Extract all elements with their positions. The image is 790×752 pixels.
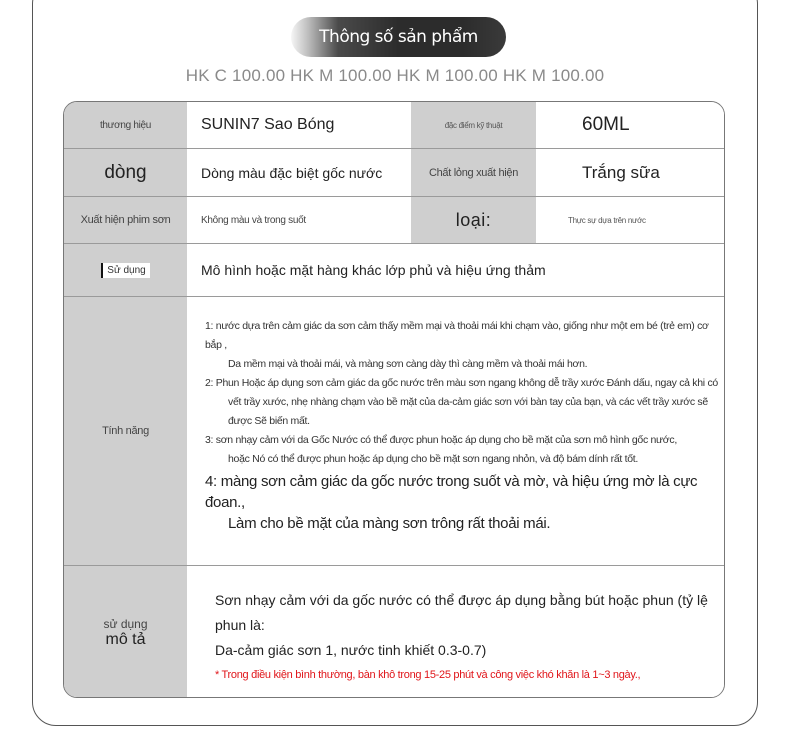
features-list <box>205 317 725 534</box>
usage-line: Da-cảm giác sơn 1, nước tinh khiết 0.3-0.7) <box>215 642 487 658</box>
line-value-cell <box>187 149 411 196</box>
liquid-value: Trắng sữa <box>582 162 660 182</box>
features-content-cell <box>187 297 725 565</box>
feature-line: 2: Phun Hoặc áp dụng sơn cảm giác da gốc nước trên màu sơn ngang không dễ trầy xước Đánh dấu, ngay cả khi có <box>205 377 718 389</box>
features-label-cell <box>64 297 187 565</box>
film-label: Xuất hiện phim sơn <box>80 214 171 226</box>
feature-line: 3: sơn nhạy cảm với da Gốc Nước có thể được phun hoặc áp dụng cho bề mặt của sơn mô hình gốc nước, <box>205 434 677 446</box>
brand-label-cell <box>64 102 187 148</box>
line-label-cell <box>64 149 187 196</box>
size-options-text: HK C 100.00 HK M 100.00 HK M 100.00 HK M 100.00 <box>185 66 605 85</box>
type-label: loại: <box>455 209 492 230</box>
film-label-cell <box>64 197 187 243</box>
feature-line: 4: màng sơn cảm giác da gốc nước trong suốt và mờ, và hiệu ứng mờ là cực đoan., <box>205 473 698 511</box>
use-value-cell <box>187 244 725 296</box>
type-label-cell <box>411 197 536 243</box>
use-label-cell <box>64 244 187 296</box>
usage-label-line1: sử dụng <box>103 616 148 631</box>
type-value-cell <box>536 197 725 243</box>
usage-label-cell <box>64 566 187 698</box>
features-label: Tính năng <box>102 425 149 437</box>
feature-line: Da mềm mại và thoải mái, và màng sơn càng dày thì càng mềm và thoải mái hơn. <box>228 358 588 370</box>
use-value: Mô hình hoặc mặt hàng khác lớp phủ và hiệu ứng thảm <box>201 262 546 278</box>
usage-text <box>215 588 725 687</box>
usage-line: Sơn nhạy cảm với da gốc nước có thể được áp dụng bằng bút hoặc phun (tỷ lệ phun là: <box>215 592 708 633</box>
feature-value-cell <box>536 102 725 148</box>
feature-line: Làm cho bề mặt của màng sơn trông rất thoải mái. <box>228 515 551 532</box>
feature-value: 60ML <box>582 114 630 135</box>
film-value-cell <box>187 197 411 243</box>
liquid-label: Chất lỏng xuất hiện <box>428 166 519 179</box>
usage-label-line2: mô tả <box>105 630 146 648</box>
type-value: Thực sự dựa trên nước <box>568 215 646 225</box>
line-label: dòng <box>104 161 147 183</box>
use-label: Sử dụng <box>101 263 149 278</box>
feature-line: được Sẽ biến mất. <box>228 415 310 427</box>
liquid-value-cell <box>536 149 725 196</box>
brand-value-cell <box>187 102 411 148</box>
brand-value: SUNIN7 Sao Bóng <box>201 116 335 133</box>
feature-item <box>205 374 725 431</box>
feature-line: hoặc Nó có thể được phun hoặc áp dụng cho bề mặt sơn ngang nhỏn, và độ bám dính rất tốt. <box>228 453 639 465</box>
feature-item <box>205 471 725 534</box>
feature-line: 1: nước dựa trên cảm giác da sơn cảm thấy mềm mại và thoải mái khi chạm vào, giống như một em bé (trẻ em) cơ bắp , <box>205 320 709 351</box>
line-value: Dòng màu đặc biệt gốc nước <box>201 164 383 181</box>
feature-label: đặc điểm kỹ thuật <box>444 120 503 130</box>
feature-item <box>205 431 725 469</box>
usage-note: * Trong điều kiện bình thường, bàn khô trong 15-25 phút và công việc khó khăn là 1~3 ngày., <box>215 669 641 681</box>
spec-table <box>63 101 725 698</box>
feature-line: vết trầy xước, nhẹ nhàng chạm vào bề mặt của da-cảm giác sơn với bàn tay của bạn, và các vết trầy xước sẽ <box>228 396 708 408</box>
feature-item <box>205 317 725 374</box>
film-value: Không màu và trong suốt <box>201 214 306 226</box>
page-title: Thông số sản phẩm <box>291 17 506 57</box>
brand-label: thương hiệu <box>99 119 152 131</box>
usage-content-cell <box>187 566 725 698</box>
feature-label-cell <box>411 102 536 148</box>
liquid-label-cell <box>411 149 536 196</box>
